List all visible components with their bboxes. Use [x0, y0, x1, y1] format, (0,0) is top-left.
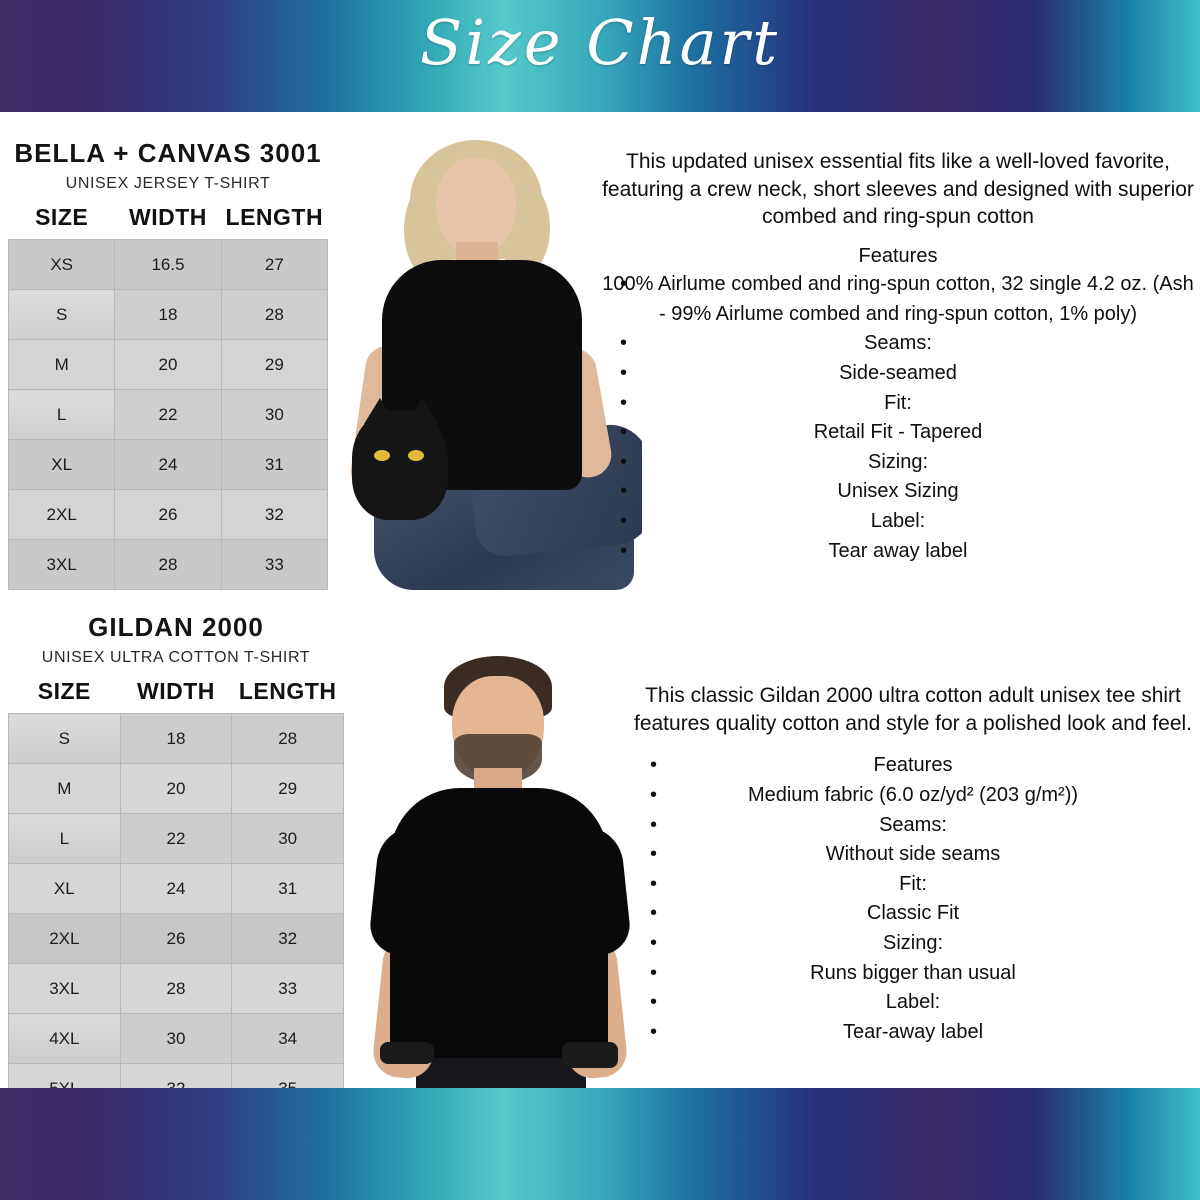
column-header-width: WIDTH [137, 678, 215, 704]
table-row [9, 964, 344, 1014]
cell-length: 34 [232, 1014, 344, 1064]
table-row [9, 814, 344, 864]
table-row [9, 764, 344, 814]
list-item: • Label: [630, 988, 1196, 1018]
bella-canvas-table-block [8, 138, 328, 590]
cell-length: 32 [232, 914, 344, 964]
gildan-brand-title: GILDAN 2000 [88, 612, 264, 642]
cell-width: 24 [115, 440, 221, 490]
column-header-size: SIZE [35, 204, 89, 230]
wrist-band [380, 1042, 434, 1064]
list-item: • Runs bigger than usual [630, 959, 1196, 989]
list-item: • Label: [600, 507, 1196, 537]
table-header-row [9, 677, 344, 714]
column-header-length: LENGTH [238, 678, 337, 704]
cell-length: 31 [232, 864, 344, 914]
table-row [9, 714, 344, 764]
list-item: • Tear away label [600, 537, 1196, 567]
cell-size: XL [9, 864, 121, 914]
cat-eye-left [374, 450, 390, 461]
cell-width: 26 [115, 490, 221, 540]
cell-width: 30 [120, 1014, 232, 1064]
bella-canvas-brand-title: BELLA + CANVAS 3001 [14, 138, 322, 168]
cell-size: XS [9, 240, 115, 290]
cell-length: 29 [221, 340, 327, 390]
column-header-width: WIDTH [129, 204, 207, 230]
cell-length: 33 [221, 540, 327, 590]
list-item: • Sizing: [600, 448, 1196, 478]
table-row [9, 864, 344, 914]
cell-size: 4XL [9, 1014, 121, 1064]
list-item: • Sizing: [630, 929, 1196, 959]
cell-length: 32 [221, 490, 327, 540]
bella-canvas-features-list [600, 270, 1196, 566]
wrist-watch [562, 1042, 618, 1068]
bella-canvas-model-photo [322, 130, 642, 600]
table-row [9, 390, 328, 440]
bella-canvas-subtitle: UNISEX JERSEY T-SHIRT [65, 175, 271, 192]
list-item: • Unisex Sizing [600, 477, 1196, 507]
cell-width: 20 [120, 764, 232, 814]
bella-canvas-features-label: Features [858, 245, 938, 268]
list-item: • Seams: [600, 329, 1196, 359]
cat-ear-left [364, 398, 396, 424]
gildan-description-block [630, 682, 1196, 1047]
sleeve-left [367, 822, 458, 959]
cell-width: 22 [120, 814, 232, 864]
list-item: • Tear-away label [630, 1018, 1196, 1048]
cat-eye-right [408, 450, 424, 461]
cell-length: 31 [221, 440, 327, 490]
cell-width: 18 [120, 714, 232, 764]
cat-ear-right [406, 398, 438, 424]
cell-width: 28 [120, 964, 232, 1014]
cell-size: XL [9, 440, 115, 490]
cat-body [352, 410, 448, 520]
gildan-size-table [8, 677, 344, 1114]
cell-size: L [9, 390, 115, 440]
cell-width: 24 [120, 864, 232, 914]
table-row [9, 440, 328, 490]
sleeve-right [541, 822, 632, 959]
bella-canvas-size-table [8, 203, 328, 590]
list-item: • Medium fabric (6.0 oz/yd² (203 g/m²)) [630, 781, 1196, 811]
cell-size: S [9, 714, 121, 764]
cell-size: 2XL [9, 914, 121, 964]
cell-size: 2XL [9, 490, 115, 540]
bella-canvas-description: This updated unisex essential fits like a well-loved favorite, featuring a crew neck, short sleeves and designed with superior combed and ring-spun cotton [602, 150, 1194, 229]
cell-width: 26 [120, 914, 232, 964]
list-item: • Features [630, 751, 1196, 781]
list-item: • Retail Fit - Tapered [600, 418, 1196, 448]
cell-length: 29 [232, 764, 344, 814]
table-row [9, 240, 328, 290]
table-header-row [9, 203, 328, 240]
list-item: • Classic Fit [630, 899, 1196, 929]
cell-size: M [9, 764, 121, 814]
gildan-subtitle: UNISEX ULTRA COTTON T-SHIRT [41, 649, 311, 666]
list-item: • Side-seamed [600, 359, 1196, 389]
cell-width: 22 [115, 390, 221, 440]
list-item: • Fit: [630, 870, 1196, 900]
list-item: • Seams: [630, 811, 1196, 841]
list-item: • 100% Airlume combed and ring-spun cotton, 32 single 4.2 oz. (Ash - 99% Airlume combed and ring-spun cotton, 1% poly) [600, 270, 1196, 329]
cell-width: 28 [115, 540, 221, 590]
cell-width: 16.5 [115, 240, 221, 290]
table-row [9, 914, 344, 964]
list-item: • Without side seams [630, 840, 1196, 870]
cell-size: L [9, 814, 121, 864]
cell-width: 18 [115, 290, 221, 340]
cell-length: 33 [232, 964, 344, 1014]
column-header-size: SIZE [37, 678, 91, 704]
cell-length: 30 [221, 390, 327, 440]
bottom-gradient-banner [0, 1088, 1200, 1200]
cell-length: 30 [232, 814, 344, 864]
table-row [9, 1014, 344, 1064]
gildan-features-list [630, 751, 1196, 1047]
cell-size: S [9, 290, 115, 340]
list-item: • Fit: [600, 389, 1196, 419]
cell-size: M [9, 340, 115, 390]
table-row [9, 340, 328, 390]
column-header-length: LENGTH [225, 204, 324, 230]
table-row [9, 540, 328, 590]
cell-size: 3XL [9, 540, 115, 590]
cell-width: 20 [115, 340, 221, 390]
gildan-description: This classic Gildan 2000 ultra cotton adult unisex tee shirt features quality cotton and style for a polished look and feel. [633, 684, 1193, 735]
cell-length: 28 [221, 290, 327, 340]
gildan-table-block [8, 612, 344, 1114]
gildan-model-photo [350, 650, 650, 1090]
table-row [9, 290, 328, 340]
cell-length: 28 [232, 714, 344, 764]
cell-length: 27 [221, 240, 327, 290]
bella-canvas-description-block [600, 148, 1196, 566]
page-title: Size Chart [419, 6, 781, 79]
cell-size: 3XL [9, 964, 121, 1014]
table-row [9, 490, 328, 540]
